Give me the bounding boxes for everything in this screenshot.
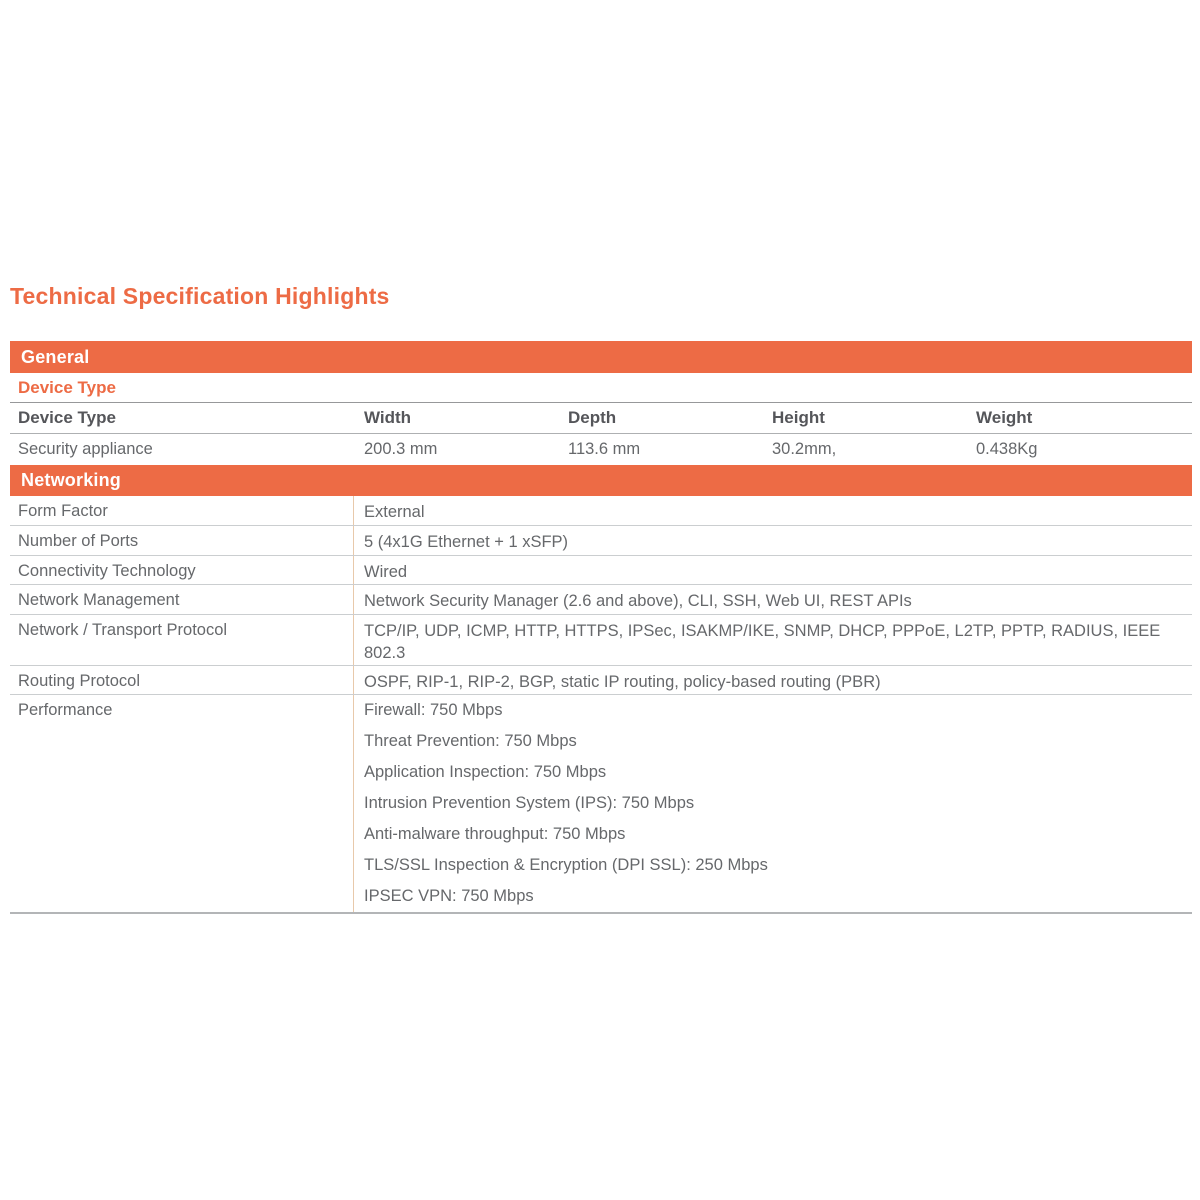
row-value — [353, 526, 1192, 555]
row-value — [353, 585, 1192, 614]
cell-height: 30.2mm, — [772, 440, 837, 458]
value-line-threat-prevention: Threat Prevention: 750 Mbps — [364, 732, 577, 750]
value-line: Wired — [364, 563, 408, 581]
row-label: Performance — [18, 701, 113, 719]
value-line: TCP/IP, UDP, ICMP, HTTP, HTTPS, IPSec, ISAKMP/IKE, SNMP, DHCP, PPPoE, L2TP, PPTP, RADIUS, IEEE 802.3 — [364, 622, 1161, 662]
table-row-form-factor — [10, 496, 1192, 526]
table-row — [10, 434, 1192, 465]
value-line-ipsec-vpn: IPSEC VPN: 750 Mbps — [364, 887, 534, 905]
table-row-number-of-ports — [10, 526, 1192, 556]
row-label: Number of Ports — [18, 532, 139, 550]
section-header-general: General — [10, 341, 1192, 373]
spec-table — [10, 341, 1192, 914]
cell-weight: 0.438Kg — [976, 440, 1038, 458]
value-line: Network Security Manager (2.6 and above), CLI, SSH, Web UI, REST APIs — [364, 592, 912, 610]
value-line-anti-malware: Anti-malware throughput: 750 Mbps — [364, 825, 626, 843]
table-row-network-management — [10, 585, 1192, 615]
value-line-tls-ssl: TLS/SSL Inspection & Encryption (DPI SSL): 250 Mbps — [364, 856, 768, 874]
table-row-performance — [10, 695, 1192, 912]
column-header-height: Height — [772, 408, 825, 427]
subsection-device-type: Device Type — [10, 373, 1192, 403]
table-row-connectivity-technology — [10, 556, 1192, 585]
table-row-routing-protocol — [10, 666, 1192, 695]
row-value — [353, 615, 1192, 665]
cell-device-type: Security appliance — [18, 440, 153, 458]
row-label: Connectivity Technology — [18, 562, 196, 580]
value-line-firewall: Firewall: 750 Mbps — [364, 701, 503, 719]
row-label: Network Management — [18, 591, 180, 609]
dimension-header-row — [10, 403, 1192, 434]
row-label: Form Factor — [18, 502, 108, 520]
value-line: OSPF, RIP-1, RIP-2, BGP, static IP routing, policy-based routing (PBR) — [364, 673, 881, 691]
column-header-weight: Weight — [976, 408, 1033, 427]
value-line: 5 (4x1G Ethernet + 1 xSFP) — [364, 533, 569, 551]
cell-depth: 113.6 mm — [568, 440, 641, 458]
row-label: Network / Transport Protocol — [18, 621, 228, 639]
column-header-device-type: Device Type — [18, 408, 116, 427]
row-value — [353, 666, 1192, 694]
row-value — [353, 695, 1192, 912]
value-line: External — [364, 503, 425, 521]
value-line-ips: Intrusion Prevention System (IPS): 750 Mbps — [364, 794, 695, 812]
row-value — [353, 496, 1192, 525]
column-header-depth: Depth — [568, 408, 617, 427]
table-row-network-transport-protocol — [10, 615, 1192, 666]
value-line-application-inspection: Application Inspection: 750 Mbps — [364, 763, 607, 781]
row-value — [353, 556, 1192, 584]
section-header-networking: Networking — [10, 465, 1192, 496]
column-header-width: Width — [364, 408, 412, 427]
page-title: Technical Specification Highlights — [10, 283, 390, 309]
cell-width: 200.3 mm — [364, 440, 438, 458]
row-label: Routing Protocol — [18, 672, 140, 690]
